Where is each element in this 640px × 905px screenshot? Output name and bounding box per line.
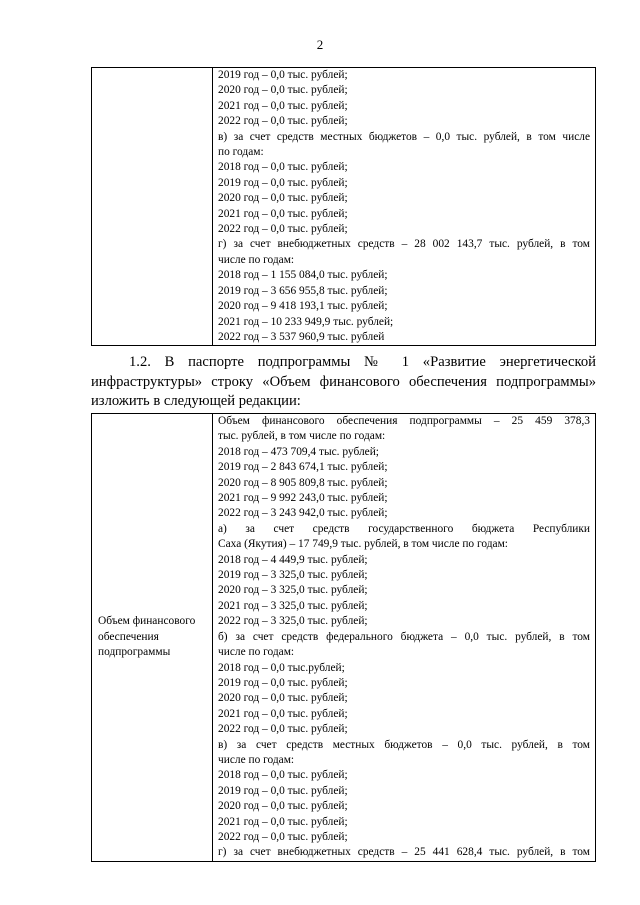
- page-number: 2: [316, 37, 324, 52]
- text-line: 2019 год – 3 325,0 тыс. рублей;: [218, 569, 368, 582]
- text-line: 2022 год – 0,0 тыс. рублей;: [218, 723, 348, 736]
- text-line: г) за счет внебюджетных средств – 28 002 143,7 тыс. рублей, в том: [218, 238, 590, 251]
- text-line: а) за счет средств государственного бюджета Республики: [218, 522, 590, 535]
- text-line: 2019 год – 2 843 674,1 тыс. рублей;: [218, 461, 388, 474]
- text-line: 2021 год – 0,0 тыс. рублей;: [218, 207, 348, 220]
- text-line: 2018 год – 0,0 тыс.рублей;: [218, 661, 345, 674]
- table-row: [92, 414, 596, 862]
- text-line: 2021 год – 9 992 243,0 тыс. рублей;: [218, 492, 388, 505]
- text-line: Объем финансового обеспечения подпрограммы – 25 459 378,3: [218, 415, 590, 427]
- text-line: инфраструктуры» строку «Объем финансового обеспечения подпрограммы»: [91, 373, 596, 390]
- table-cell-content: [213, 68, 596, 346]
- text-line: 2018 год – 4 449,9 тыс. рублей;: [218, 553, 368, 566]
- text-line: б) за счет средств федерального бюджета – 0,0 тыс. рублей, в том: [218, 630, 590, 643]
- text-line: г) за счет внебюджетных средств – 25 441 628,4 тыс. рублей, в том: [218, 846, 590, 859]
- text-line: 2019 год – 0,0 тыс. рублей;: [218, 69, 348, 81]
- text-line: в) за счет средств местных бюджетов – 0,0 тыс. рублей, в том числе: [218, 130, 590, 143]
- text-line: 2020 год – 9 418 193,1 тыс. рублей;: [218, 300, 388, 313]
- text-line: 2020 год – 0,0 тыс. рублей;: [218, 192, 348, 205]
- text-line: 2018 год – 473 709,4 тыс. рублей;: [218, 445, 379, 458]
- text-line: 2020 год – 0,0 тыс. рублей;: [218, 692, 348, 705]
- text-line: тыс. рублей, в том числе по годам:: [218, 430, 386, 443]
- text-line: числе по годам:: [218, 753, 295, 766]
- amendment-paragraph: [91, 353, 596, 412]
- table-cell-label: [92, 68, 213, 346]
- text-line: 2019 год – 3 656 955,8 тыс. рублей;: [218, 284, 388, 297]
- text-line: 2022 год – 3 537 960,9 тыс. рублей: [218, 330, 385, 343]
- text-line: изложить в следующей редакции:: [91, 393, 301, 409]
- text-line: 2022 год – 0,0 тыс. рублей;: [218, 830, 348, 843]
- text-line: 2022 год – 3 325,0 тыс. рублей;: [218, 615, 368, 628]
- text-line: 1.2. В паспорте подпрограммы № 1 «Развитие энергетической: [129, 354, 596, 370]
- funding-table-continuation: [91, 67, 596, 346]
- text-line: 2021 год – 0,0 тыс. рублей;: [218, 815, 348, 828]
- text-line: 2019 год – 0,0 тыс. рублей;: [218, 676, 348, 689]
- table-cell-label: Объем финансового обеспечения подпрограммы: [92, 414, 213, 862]
- table-cell-content: [213, 414, 596, 862]
- text-line: 2021 год – 10 233 949,9 тыс. рублей;: [218, 315, 394, 328]
- text-line: в) за счет средств местных бюджетов – 0,0 тыс. рублей, в том: [218, 738, 590, 751]
- text-line: 2018 год – 0,0 тыс. рублей;: [218, 161, 348, 174]
- text-line: по годам:: [218, 146, 264, 159]
- text-line: 2019 год – 0,0 тыс. рублей;: [218, 784, 348, 797]
- text-line: 2022 год – 0,0 тыс. рублей;: [218, 223, 348, 236]
- text-line: 2019 год – 0,0 тыс. рублей;: [218, 176, 348, 189]
- text-line: 2018 год – 1 155 084,0 тыс. рублей;: [218, 269, 388, 282]
- text-line: 2021 год – 3 325,0 тыс. рублей;: [218, 599, 368, 612]
- text-line: 2020 год – 0,0 тыс. рублей;: [218, 84, 348, 97]
- text-line: Саха (Якутия) – 17 749,9 тыс. рублей, в том числе по годам:: [218, 538, 508, 551]
- text-line: 2020 год – 3 325,0 тыс. рублей;: [218, 584, 368, 597]
- table-row: [92, 68, 596, 346]
- text-line: 2018 год – 0,0 тыс. рублей;: [218, 769, 348, 782]
- text-line: 2020 год – 8 905 809,8 тыс. рублей;: [218, 476, 388, 489]
- text-line: числе по годам:: [218, 253, 295, 266]
- text-line: 2022 год – 3 243 942,0 тыс. рублей;: [218, 507, 388, 520]
- funding-table-subprogram-1: [91, 413, 596, 862]
- text-line: 2020 год – 0,0 тыс. рублей;: [218, 800, 348, 813]
- text-line: числе по годам:: [218, 646, 295, 659]
- text-line: 2021 год – 0,0 тыс. рублей;: [218, 99, 348, 112]
- text-line: 2021 год – 0,0 тыс. рублей;: [218, 707, 348, 720]
- text-line: 2022 год – 0,0 тыс. рублей;: [218, 115, 348, 128]
